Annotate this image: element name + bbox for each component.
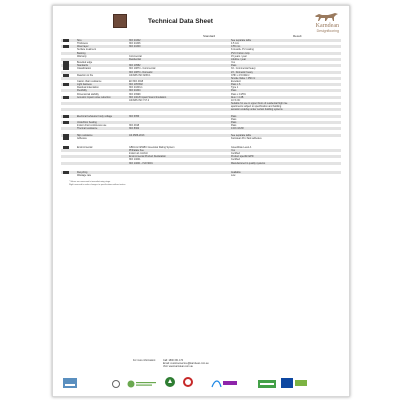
certified-badge-logo (183, 376, 193, 388)
row-result: Available (231, 170, 241, 174)
row-standard: Indoor air comfort (129, 152, 148, 156)
environmental-choice-logo (165, 376, 175, 388)
row-label: Castor chair resistance (77, 79, 102, 83)
contact-block (133, 359, 209, 369)
eco-certification-logo (281, 378, 307, 388)
row-result: See separate table (231, 39, 252, 42)
row-standard: ISO 4918 (129, 124, 140, 128)
row-standard: Residential (129, 57, 141, 61)
row-standard: AS/NZS ISO 717.2 (129, 98, 150, 102)
row-standard: ISO 24346 (129, 42, 141, 46)
contact-email[interactable]: Email: customerservice@karndean.com.au (163, 362, 209, 366)
row-result: Pass (231, 64, 237, 68)
row-label: Flexibility (77, 89, 87, 93)
row-label: Dimensional stability (77, 92, 99, 96)
global-greentag-logo (258, 380, 276, 388)
row-result: Excellent (231, 79, 241, 83)
row-result: Lifetime / year (231, 57, 247, 61)
row-label: Wastage rate (77, 173, 92, 177)
row-label: Surface treatment (77, 48, 97, 52)
data-sheet-page (52, 5, 350, 397)
row-result: See separate table (231, 133, 252, 137)
row-result: Pass ≥ 6 (231, 83, 241, 87)
row-label: Electrical behaviour body voltage (77, 114, 113, 118)
brand-logo (313, 11, 339, 33)
row-standard: AS 4586-2013 (129, 133, 145, 137)
certification-footer (53, 372, 349, 392)
row-result: Yes (231, 61, 235, 65)
row-standard: ISO 14001 - ISO 9001 (129, 161, 153, 165)
row-label: Recycling (77, 170, 88, 174)
row-label: Wear layer (77, 45, 89, 49)
footnote: * Values are measured at manufacturing stage. (69, 181, 111, 183)
row-standard: ISO 8302 (129, 127, 140, 131)
row-standard: ISO 140-8 Impact Sound Insulation (129, 95, 167, 99)
table-row (61, 174, 341, 177)
row-standard: Commercial (129, 54, 142, 58)
row-label: Adhesive (77, 136, 87, 140)
contact-website[interactable]: Visit: www.karndean.com.au (163, 365, 193, 369)
row-standard: ISO 14001 (129, 158, 141, 162)
row-label: Acoustic impact noise reduction (77, 95, 111, 99)
row-label: Indoor chair continuous use (77, 124, 107, 128)
row-result: ΔLw = 4 dB (231, 95, 244, 99)
row-result: GreenRate Level A (231, 145, 252, 149)
column-header-standard: Standard (203, 34, 216, 38)
row-standard: ISO 105 B02 (129, 83, 143, 87)
contact-phone: Call: 1800 331 170 (163, 359, 184, 362)
recycle-logo (111, 380, 121, 388)
contact-label: For more information: (133, 359, 156, 362)
green-building-council-logo (127, 380, 157, 388)
row-result: Product specific EPD (231, 155, 254, 159)
row-standard: Environmental Product Declaration (129, 155, 166, 159)
row-standard: ISO 10874 - Domestic (129, 70, 153, 74)
row-result: Pass (231, 114, 237, 118)
column-header-result: Result (293, 34, 302, 38)
row-result: Pass (231, 120, 237, 124)
row-result: Certified (231, 152, 240, 156)
row-label: Reaction to fire (77, 73, 94, 77)
row-standard: ISO 24340 (129, 45, 141, 49)
row-result: Pass (231, 89, 237, 93)
row-label: Residual indentation (77, 86, 99, 90)
row-label: Standards (77, 64, 88, 68)
row-standard: EN ISO 4918 (129, 79, 144, 83)
row-result: Pass ≤ 0.25% (231, 92, 246, 96)
adhesive-icon (63, 137, 69, 140)
row-standard: GBCA & NZGBC Greenstar Rating System (129, 145, 175, 149)
row-result: PVC Friction Grip (231, 51, 250, 55)
row-label: Underfloor heating (77, 120, 97, 124)
row-result: Low (231, 173, 236, 177)
row-standard: ISO 23999 (129, 92, 141, 96)
row-standard: ISO 24343-1 (129, 86, 143, 90)
brand-subtitle: Designflooring (316, 29, 339, 33)
row-result: 0.03 m²K/W (231, 127, 244, 131)
brand-name: Karndean (315, 23, 339, 29)
row-result: acoustic underlay under certain building systems (231, 108, 283, 112)
row-label: Thickness (77, 42, 88, 46)
greyhound-icon (313, 11, 339, 23)
row-label: Thermal resistance (77, 127, 98, 131)
row-result: Karndean Pro-Tack adhesive (231, 136, 262, 140)
row-standard: ISO 10582 (129, 64, 141, 68)
row-label: Environmental (77, 145, 93, 149)
row-standard: AS/NZS ISO 9239.1 (129, 73, 151, 77)
row-result: Type 1 (231, 86, 239, 90)
table-row (61, 137, 341, 140)
row-result: Pass (231, 117, 237, 121)
row-result: 15 years / year (231, 54, 247, 58)
row-standard: Phthalate free (129, 148, 144, 152)
row-result: Manufactured in quality systems (231, 161, 266, 165)
row-standard: ISO 6356 (129, 114, 140, 118)
row-label: Light fastness (77, 83, 92, 87)
row-result: apartments subject to specification and building (231, 105, 282, 109)
row-result: 33 - Commercial heavy (231, 67, 256, 71)
row-result: Yes (231, 148, 235, 152)
row-result: 23 - Domestic heavy (231, 70, 253, 74)
row-label: Slip resistance (77, 133, 93, 137)
row-result: Smoke Value < 450 m² (231, 76, 256, 80)
flooring-association-logo (63, 378, 77, 388)
product-swatch (113, 14, 127, 28)
ape-logo (211, 378, 239, 388)
footnote: Right reserved to make changes to specifications without notice. (69, 183, 126, 186)
row-result: Certified (231, 158, 240, 162)
row-label: Classification (77, 67, 92, 71)
row-result: 0.55 mm (231, 45, 241, 49)
row-result: K-Guard+ PU coating (231, 48, 254, 52)
row-result: Pass (231, 124, 237, 128)
row-label: Backing (77, 51, 86, 55)
row-standard: ISO 10874 - Commercial (129, 67, 156, 71)
row-standard: ISO 24344 (129, 89, 141, 93)
row-result: CHF ≥ 4.5 kW/m² (231, 73, 250, 77)
table-row (61, 162, 341, 165)
row-standard: ISO 24342 (129, 39, 141, 42)
page-title: Technical Data Sheet (148, 18, 213, 25)
row-result: Suitable for use in upper floors of residential high rise (231, 102, 288, 105)
row-label: Size (77, 39, 82, 42)
row-label: Bevelled edge (77, 61, 93, 65)
row-result: 10 % IIC (231, 98, 241, 102)
row-label: Warranty (77, 54, 87, 58)
row-result: 4.5 mm (231, 42, 239, 46)
